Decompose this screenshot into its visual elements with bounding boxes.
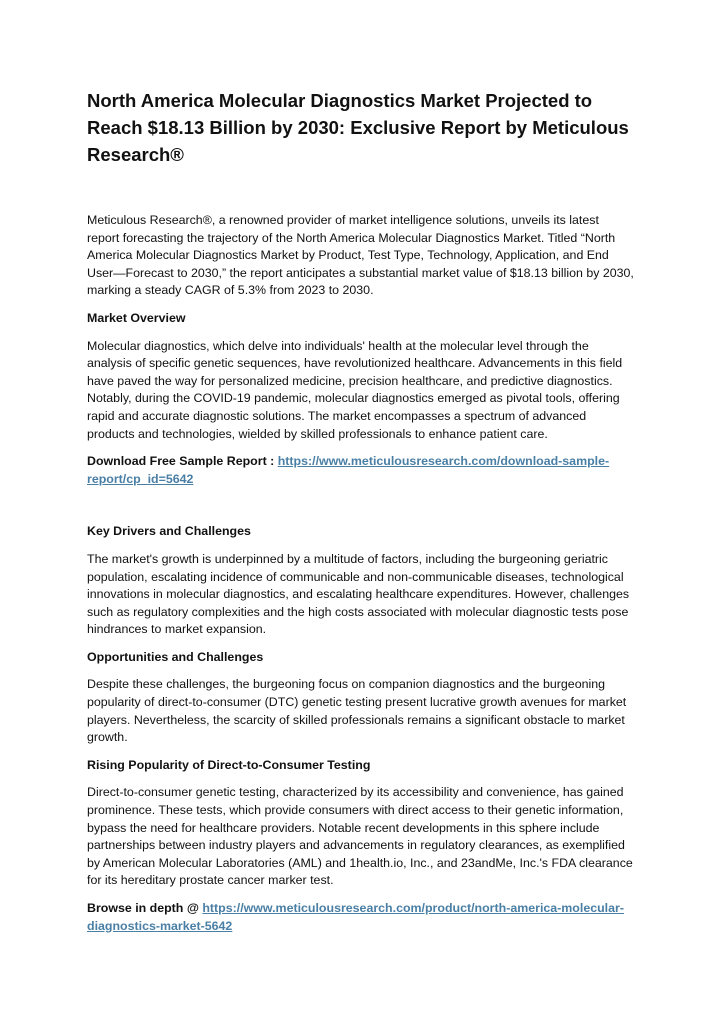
market-overview-body: Molecular diagnostics, which delve into individuals' health at the molecular level through the analysis of specific genetic sequences, have revolutionized healthcare. Advancements in this field have paved the way for personalized medicine, precision healthcare, and predictive diagnostics. Notably, during the COVID-19 pandemic, molecular diagnostics emerged as pivotal tools, offering rapid and accurate diagnostic solutions. The market encompasses a spectrum of advanced products and technologies, wielded by skilled professionals to enhance patient care. (87, 338, 623, 441)
dtc-testing-body: Direct-to-consumer genetic testing, characterized by its accessibility and convenience, has gained prominence. These tests, which provide consumers with direct access to their genetic information, bypass the need for healthcare providers. Notable recent developments in this sphere include partnerships between industry players and advancements in regulatory clearances, as exemplified by American Molecular Laboratories (AML) and 1health.io, Inc., and 23andMe, Inc.'s FDA clearance for its hereditary prostate cancer marker test. (87, 785, 633, 888)
market-overview-heading: Market Overview (87, 310, 186, 325)
key-drivers-body: The market's growth is underpinned by a multitude of factors, including the burgeoning geriatric population, escalating incidence of communicable and non-communicable diseases, technological innovations in molecular diagnostics, and escalating healthcare expenditures. However, challenges such as regulatory complexities and the high costs associated with molecular diagnostic tests pose hindrances to market expansion. (87, 551, 630, 637)
browse-label: Browse in depth @ (87, 901, 203, 915)
dtc-testing-heading: Rising Popularity of Direct-to-Consumer Testing (87, 757, 371, 772)
browse-link[interactable]: https://www.meticulousresearch.com/product/north-america-molecular-diagnostics-market-5642 (87, 901, 624, 933)
sample-report-paragraph (87, 453, 634, 488)
browse-paragraph (87, 900, 634, 935)
key-drivers-heading: Key Drivers and Challenges (87, 524, 251, 539)
document-title: North America Molecular Diagnostics Market Projected to Reach $18.13 Billion by 2030: Exclusive Report by Meticulous Research® (87, 90, 629, 165)
sample-report-link[interactable]: https://www.meticulousresearch.com/download-sample-report/cp_id=5642 (87, 454, 610, 486)
section-spacer (87, 498, 634, 523)
opportunities-heading: Opportunities and Challenges (87, 649, 264, 664)
intro-paragraph: Meticulous Research®, a renowned provider of market intelligence solutions, unveils its latest report forecasting the trajectory of the North America Molecular Diagnostics Market. Titled “North America Molecular Diagnostics Market by Product, Test Type, Technology, Application, and End User—Forecast to 2030,” the report anticipates a substantial market value of $18.13 billion by 2030, marking a steady CAGR of 5.3% from 2023 to 2030. (87, 213, 634, 298)
sample-report-label: Download Free Sample Report : (87, 454, 278, 469)
opportunities-body: Despite these challenges, the burgeoning focus on companion diagnostics and the burgeoning popularity of direct-to-consumer (DTC) genetic testing present lucrative growth avenues for market players. Nevertheless, the scarcity of skilled professionals remains a significant obstacle to market growth. (87, 677, 627, 745)
